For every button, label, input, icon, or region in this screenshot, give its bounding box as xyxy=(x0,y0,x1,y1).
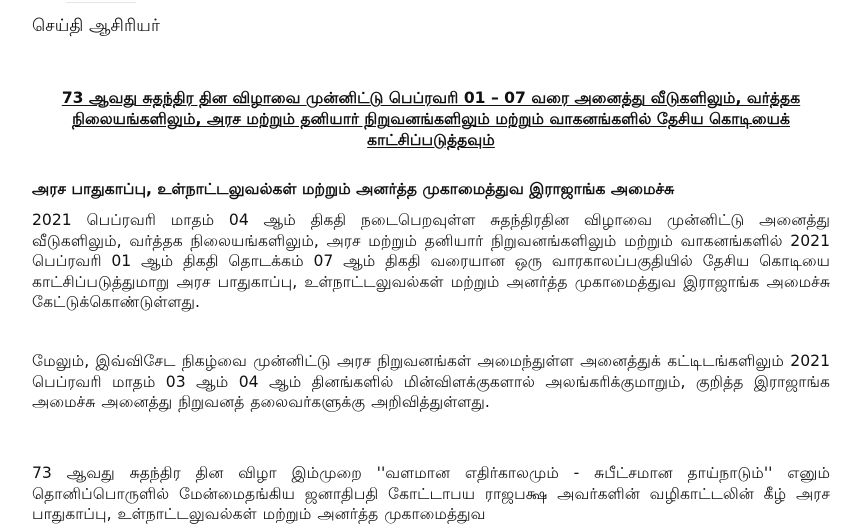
cropped-top-line xyxy=(66,0,136,3)
news-editor-label: செய்தி ஆசிரியர் xyxy=(32,16,160,36)
press-release-title: 73 ஆவது சுதந்திர தின விழாவை முன்னிட்டு பெப்ரவரி 01 – 07 வரை அனைத்து வீடுகளிலும், வர்த்தக நிலையங்களிலும், அரச மற்றும் தனியார் நிறுவனங்களிலும் மற்றும் வாகனங்களில் தேசிய கொடியைக் காட்சிப்படுத்தவும் xyxy=(61,89,801,149)
paragraph-lighting-buildings: மேலும், இவ்விசேட நிகழ்வை முன்னிட்டு அரச நிறுவனங்கள் அமைந்துள்ள அனைத்துக் கட்டிடங்களிலும் 2021 பெப்ரவரி மாதம் 03 ஆம் 04 ஆம் தினங்களில் மின்விளக்குகளால் அலங்கரிக்குமாறும், குறித்த இராஜாங்க அமைச்சு அனைத்து நிறுவனத் தலைவர்களுக்கு அறிவித்துள்ளது. xyxy=(32,352,830,412)
paragraph-national-flag-display: 2021 பெப்ரவரி மாதம் 04 ஆம் திகதி நடைபெறவுள்ள சுதந்திரதின விழாவை முன்னிட்டு அனைத்து வீடுகளிலும், வர்த்தக நிலையங்களிலும், அரச மற்றும் தனியார் நிறுவனங்களிலும் மற்றும் வாகனங்களில் 2021 பெப்ரவரி 01 ஆம் திகதி தொடக்கம் 07 ஆம் திகதி வரையான ஒரு வாரகாலப்பகுதியில் தேசிய கொடியை காட்சிப்படுத்துமாறு அரச பாதுகாப்பு, உள்நாட்டலுவல்கள் மற்றும் அனர்த்த முகாமைத்துவ இராஜாங்க அமைச்சு கேட்டுக்கொண்டுள்ளது. xyxy=(32,211,830,312)
paragraph-independence-theme: 73 ஆவது சுதந்திர தின விழா இம்முறை ''வளமான எதிர்காலமும் - சுபீட்சமான தாய்நாடும்'' எனும் தொனிப்பொருளில் மேன்மைதங்கிய ஜனாதிபதி கோட்டாபய ராஜபக்ஷ அவர்களின் வழிகாட்டலின் கீழ் அரச பாதுகாப்பு, உள்நாட்டலுவல்கள் மற்றும் அனர்த்த முகாமைத்துவ xyxy=(32,464,830,524)
ministry-name: அரச பாதுகாப்பு, உள்நாட்டலுவல்கள் மற்றும் அனர்த்த முகாமைத்துவ இராஜாங்க அமைச்சு xyxy=(32,180,675,198)
